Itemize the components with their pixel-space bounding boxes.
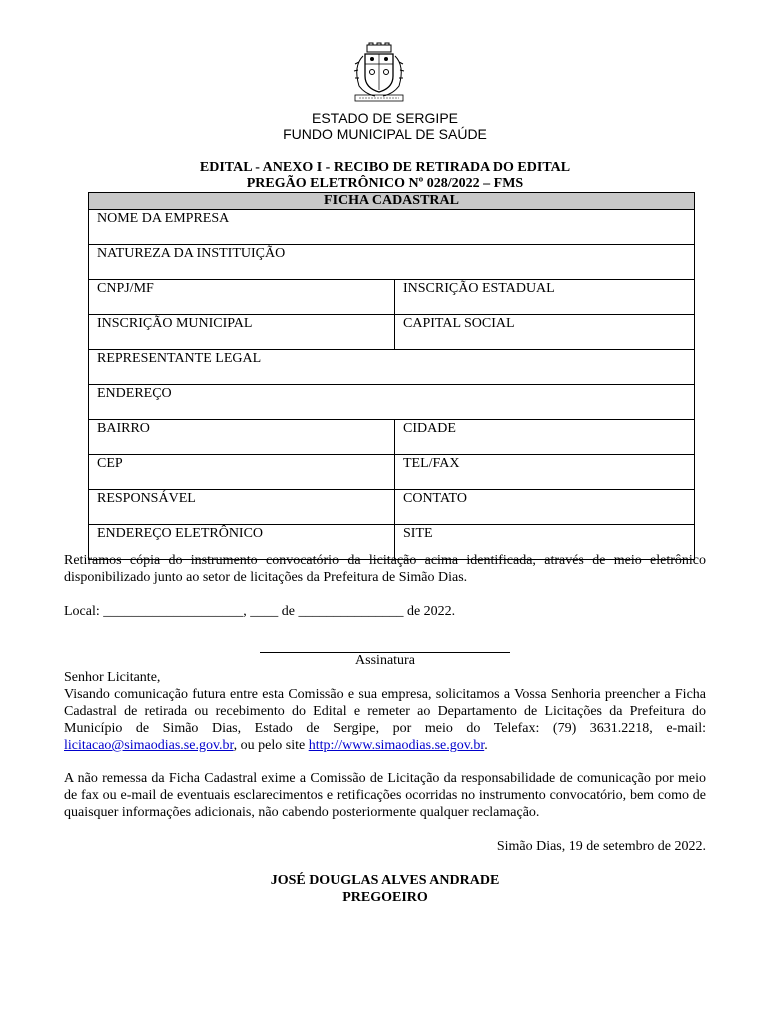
signature-label: Assinatura [355,653,415,668]
field-state-registration[interactable]: INSCRIÇÃO ESTADUAL [395,280,695,315]
instructions-paragraph [64,686,706,754]
field-cnpj[interactable]: CNPJ/MF [89,280,395,315]
field-address[interactable]: ENDEREÇO [89,385,695,420]
document-title: EDITAL - ANEXO I - RECIBO DE RETIRADA DO EDITAL [199,160,571,175]
signatory-role: PREGOEIRO [342,890,428,905]
field-municipal-registration[interactable]: INSCRIÇÃO MUNICIPAL [89,315,395,350]
salutation: Senhor Licitante, [64,670,161,685]
field-site[interactable]: SITE [395,525,695,560]
field-telfax[interactable]: TEL/FAX [395,455,695,490]
registration-form-table [88,192,695,560]
field-neighborhood[interactable]: BAIRRO [89,420,395,455]
email-link[interactable]: licitacao@simaodias.se.gov.br [64,738,234,753]
document-subtitle: PREGÃO ELETRÔNICO Nº 028/2022 – FMS [246,176,524,191]
instructions-text-mid: , ou pelo site [233,738,309,753]
field-responsible[interactable]: RESPONSÁVEL [89,490,395,525]
disclaimer-paragraph: A não remessa da Ficha Cadastral exime a Comissão de Licitação da responsabilidade de comunicação por meio de fax ou e-mail de eventuais esclarecimentos e retificações ocorridas no instrumento convocatório, bem como de quaisquer informações adicionais, não cabendo posteriormente qualquer reclamação. [64,771,706,820]
field-city[interactable]: CIDADE [395,420,695,455]
field-legal-representative[interactable]: REPRESENTANTE LEGAL [89,350,695,385]
instructions-text-end: . [484,738,488,753]
instructions-text: Visando comunicação futura entre esta Comissão e sua empresa, solicitamos a Vossa Senhoria preencher a Ficha Cadastral de retirada ou recebimento do Edital e remeter ao Departamento de Licitações da Prefeitura do Município de Simão Dias, Estado de Sergipe, por meio do Telefax: (79) 3631.2218, e-mail: [64,687,706,736]
field-email-address[interactable]: ENDEREÇO ELETRÔNICO [89,525,395,560]
field-company-name[interactable]: NOME DA EMPRESA [89,210,695,245]
municipal-coat-of-arms [345,42,413,104]
form-heading: FICHA CADASTRAL [89,193,695,210]
field-capital[interactable]: CAPITAL SOCIAL [395,315,695,350]
field-institution-nature[interactable]: NATUREZA DA INSTITUIÇÃO [89,245,695,280]
place-and-date: Simão Dias, 19 de setembro de 2022. [496,839,706,854]
field-contact[interactable]: CONTATO [395,490,695,525]
fund-name: FUNDO MUNICIPAL DE SAÚDE [283,126,487,142]
receipt-statement: Retiramos cópia do instrumento convocatório da licitação acima identificada, através de meio eletrônico disponibilizado junto ao setor de licitações da Prefeitura de Simão Dias. [64,553,706,585]
state-name: ESTADO DE SERGIPE [312,110,458,126]
field-cep[interactable]: CEP [89,455,395,490]
website-link[interactable]: http://www.simaodias.se.gov.br [308,738,485,753]
location-date-line: Local: ____________________, ____ de _______________ de 2022. [64,604,456,619]
signatory-name: JOSÉ DOUGLAS ALVES ANDRADE [270,873,500,888]
